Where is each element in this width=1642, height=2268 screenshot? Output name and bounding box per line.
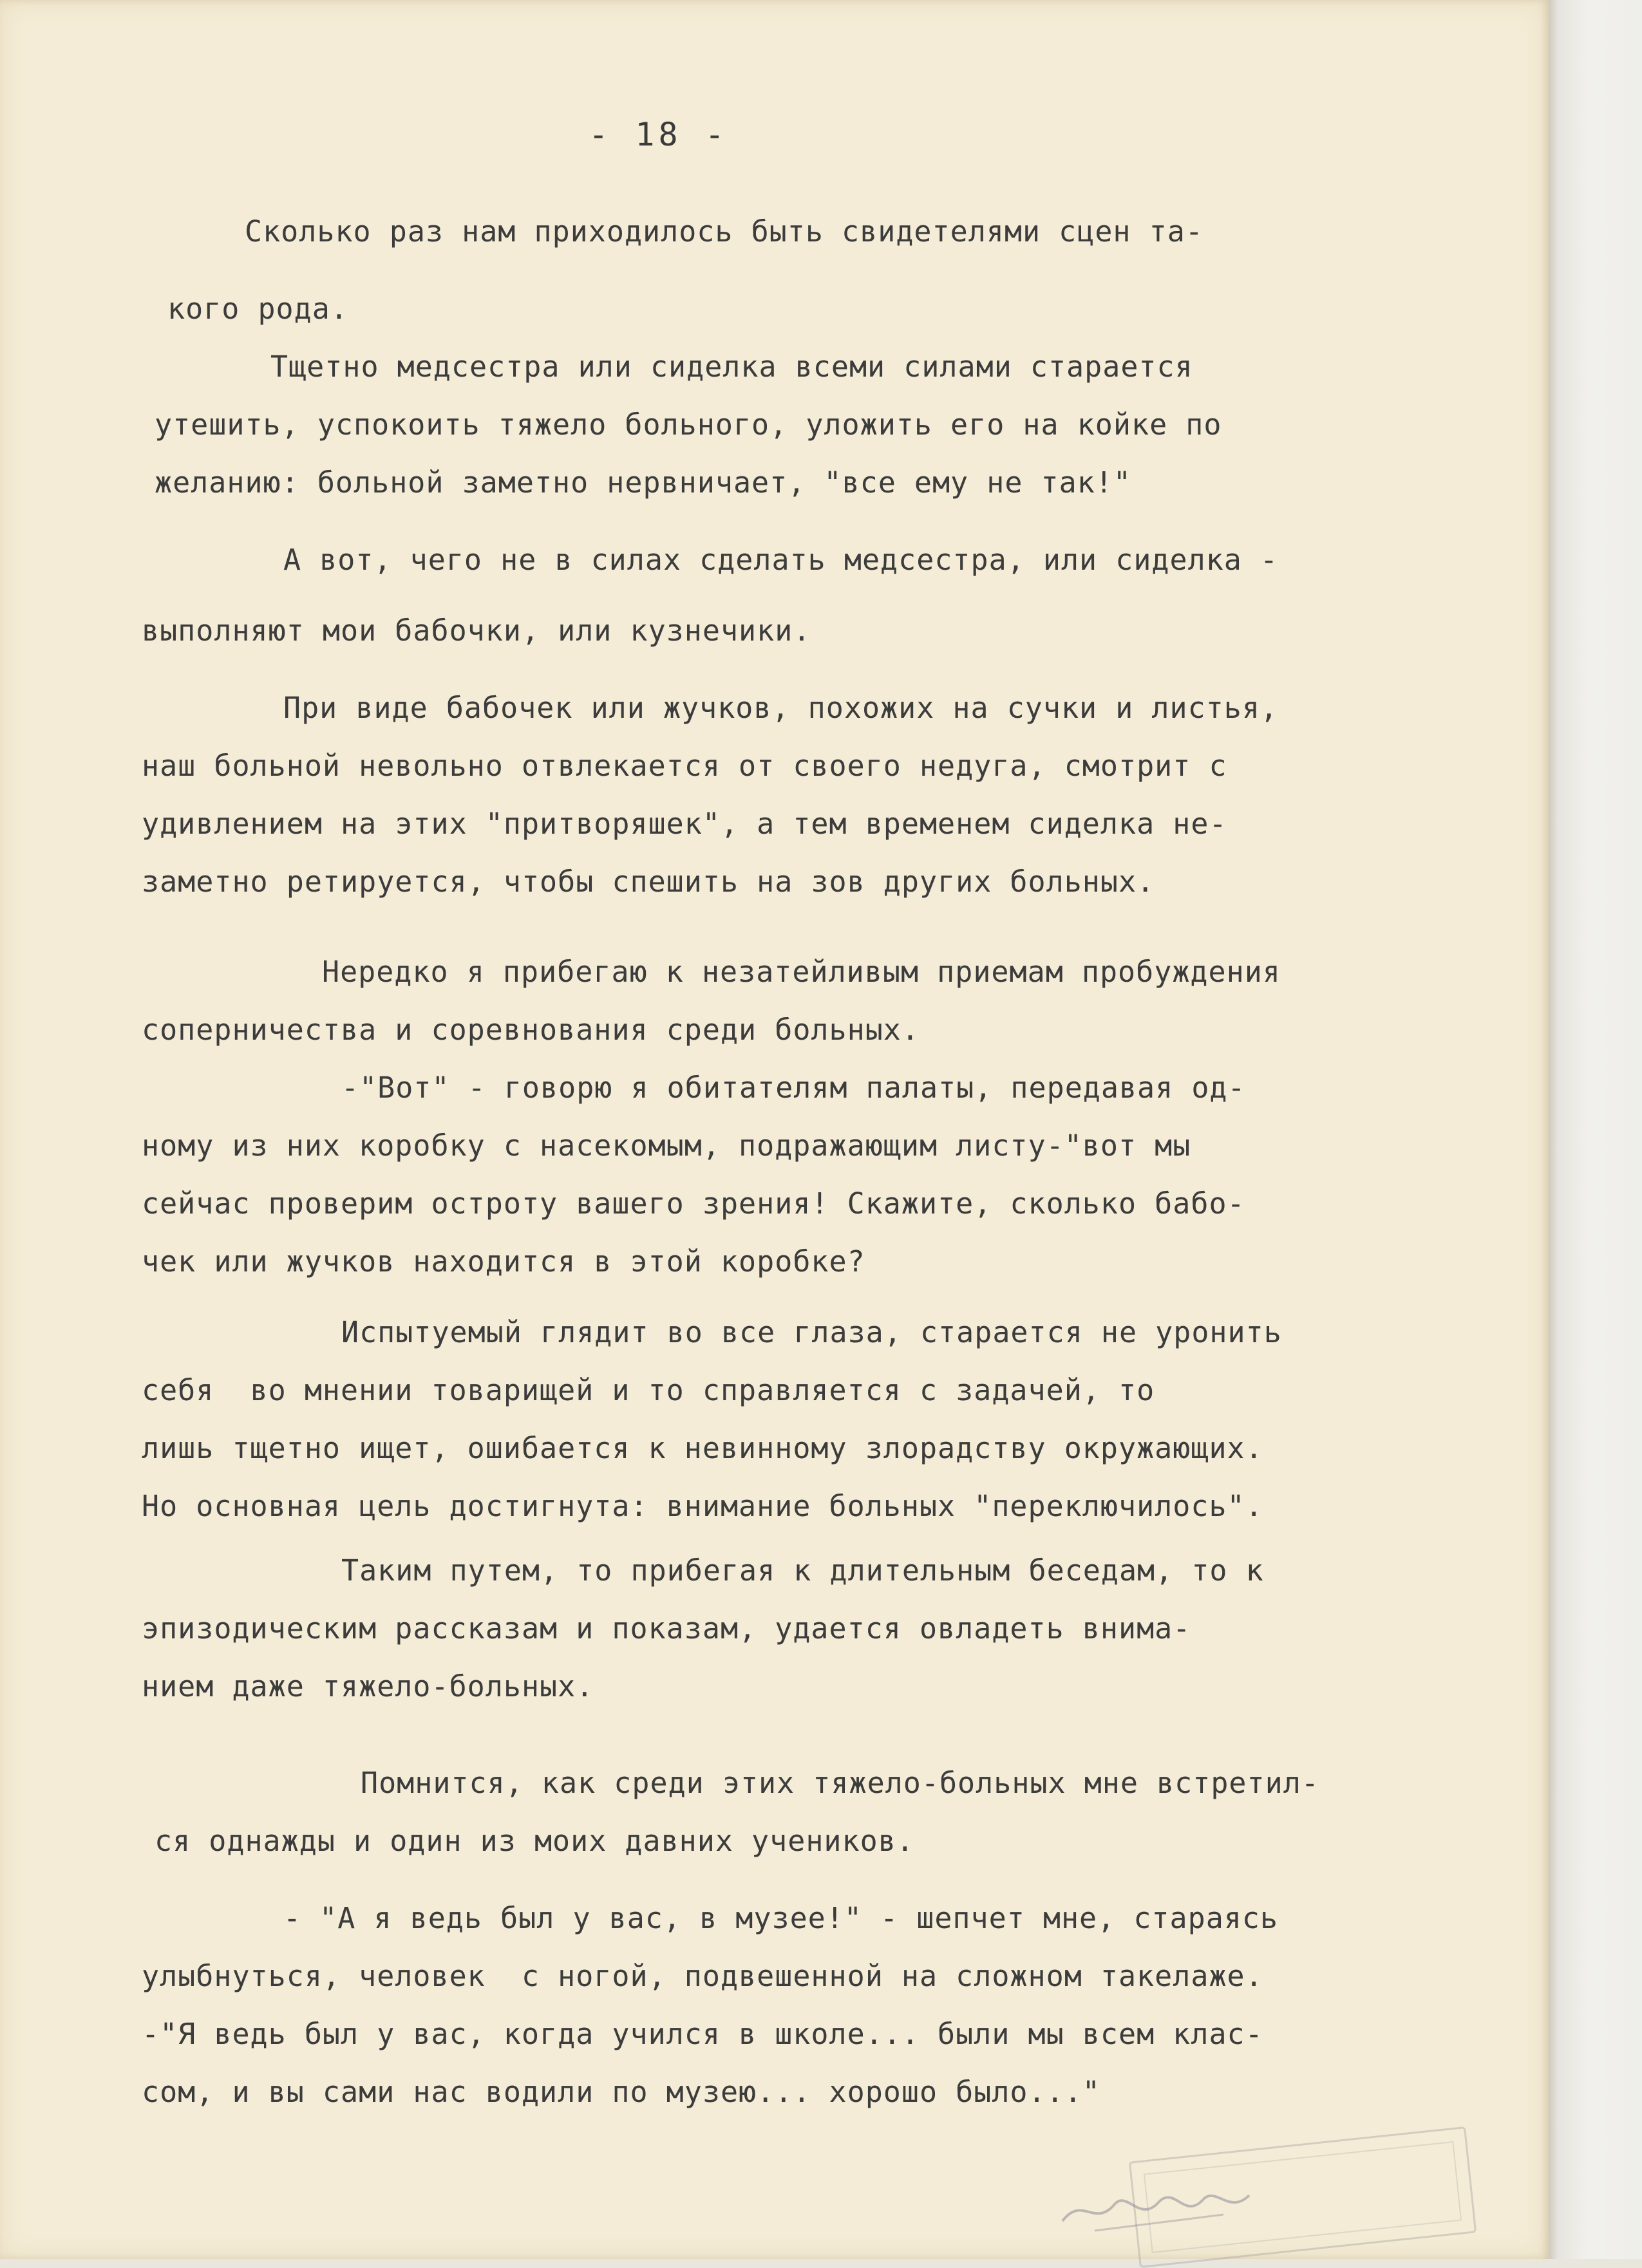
text-line: нием даже тяжело-больных. (142, 1669, 594, 1703)
text-line: чек или жучков находится в этой коробке? (142, 1244, 865, 1279)
text-line: -"Я ведь был у вас, когда учился в школе... были мы всем клас- (142, 2017, 1263, 2051)
text-line: сом, и вы сами нас водили по музею... хорошо было..." (142, 2075, 1100, 2109)
text-line: Испытуемый глядит во все глаза, старается не уронить (341, 1315, 1282, 1349)
text-line: -"Вот" - говорю я обитателям палаты, передавая од- (341, 1071, 1246, 1105)
text-line: Сколько раз нам приходилось быть свидетелями сцен та- (245, 214, 1203, 248)
text-line: себя во мнении товарищей и то справляется с задачей, то (142, 1373, 1155, 1407)
text-line: Нередко я прибегаю к незатейливым приемам пробуждения (322, 955, 1281, 989)
text-line: Тщетно медсестра или сиделка всеми силами старается (270, 350, 1193, 384)
background-edge (1549, 0, 1642, 2259)
text-line: утешить, успокоить тяжело больного, уложить его на койке по (155, 408, 1222, 442)
text-line: удивлением на этих "притворяшек", а тем временем сиделка не- (142, 807, 1227, 841)
text-line: сейчас проверим остроту вашего зрения! Скажите, сколько бабо- (142, 1186, 1245, 1221)
signature-mark (1056, 2170, 1262, 2240)
text-line: Таким путем, то прибегая к длительным беседам, то к (341, 1553, 1264, 1588)
text-line: ному из них коробку с насекомым, подражающим листу-"вот мы (142, 1129, 1191, 1163)
text-line: заметно ретируется, чтобы спешить на зов других больных. (142, 865, 1155, 899)
text-line: ся однажды и один из моих давних учеников. (155, 1824, 914, 1858)
text-line: эпизодическим рассказам и показам, удается овладеть внима- (142, 1611, 1191, 1645)
text-line: При виде бабочек или жучков, похожих на сучки и листья, (283, 691, 1279, 725)
text-line: кого рода. (167, 292, 348, 326)
text-line: Помнится, как среди этих тяжело-больных мне встретил- (361, 1766, 1319, 1800)
text-line: соперничества и соревнования среди больных. (142, 1013, 920, 1047)
text-line: А вот, чего не в силах сделать медсестра, или сиделка - (283, 543, 1279, 577)
text-line: желанию: больной заметно нервничает, "все ему не так!" (155, 465, 1131, 500)
text-line: наш больной невольно отвлекается от своего недуга, смотрит с (142, 749, 1227, 783)
text-line: Но основная цель достигнута: внимание больных "переключилось". (142, 1489, 1263, 1523)
text-line: лишь тщетно ищет, ошибается к невинному злорадству окружающих. (142, 1431, 1263, 1465)
text-line: выполняют мои бабочки, или кузнечики. (142, 614, 811, 648)
text-line: улыбнуться, человек с ногой, подвешенной на сложном такелаже. (142, 1959, 1263, 1993)
text-line: - "А я ведь был у вас, в музее!" - шепчет мне, стараясь (283, 1901, 1279, 1935)
page-number: - 18 - (589, 116, 728, 153)
